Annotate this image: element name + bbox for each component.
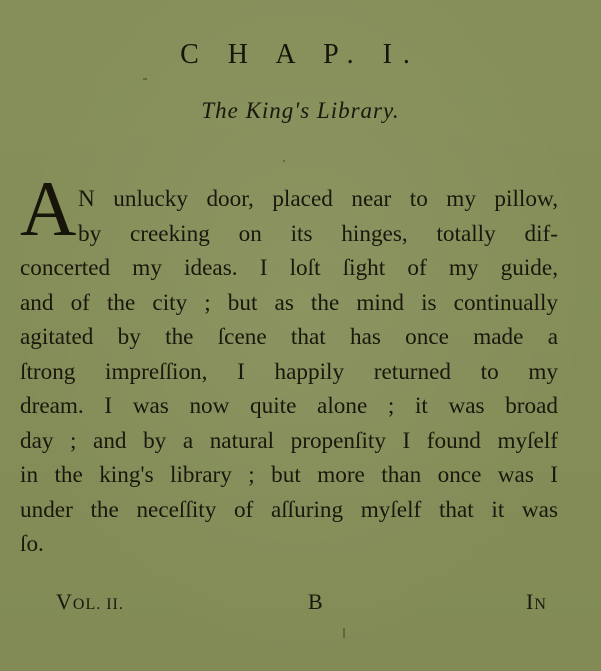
text-line: ſo. bbox=[20, 531, 44, 557]
volume-rest: OL. II. bbox=[72, 596, 124, 613]
text-line: day ; and by a natural propenſity I found myſelf bbox=[20, 427, 558, 454]
body-paragraph bbox=[20, 182, 558, 562]
paper-speck bbox=[283, 160, 285, 162]
text-line: in the king's library ; but more than once was I bbox=[20, 462, 558, 488]
text-line: agitated by the ſcene that has once made a bbox=[20, 324, 558, 350]
drop-cap: A bbox=[20, 165, 77, 252]
text-line: under the neceſſity of aſſuring myſelf that it was bbox=[20, 496, 558, 523]
volume-initial: V bbox=[56, 589, 73, 614]
volume-label bbox=[56, 588, 124, 619]
text-line: concerted my ideas. I loſt ſight of my guide, bbox=[20, 255, 558, 281]
paper-speck bbox=[343, 628, 345, 638]
text-line: and of the city ; but as the mind is continually bbox=[20, 289, 558, 316]
chapter-heading: C H A P. I. bbox=[180, 39, 421, 70]
signature-mark: B bbox=[308, 589, 323, 614]
chapter-subtitle: The King's Library. bbox=[201, 98, 400, 123]
text-line: by creeking on its hinges, totally dif- bbox=[78, 220, 558, 247]
text-line: dream. I was now quite alone ; it was broad bbox=[20, 393, 558, 419]
catchword-rest: N bbox=[534, 596, 547, 613]
catchword bbox=[526, 588, 547, 619]
text-line: ſtrong impreſſion, I happily returned to my bbox=[20, 358, 558, 385]
text-line: N unlucky door, placed near to my pillow, bbox=[78, 186, 558, 212]
catchword-initial: I bbox=[526, 589, 535, 614]
paper-speck bbox=[143, 78, 147, 80]
